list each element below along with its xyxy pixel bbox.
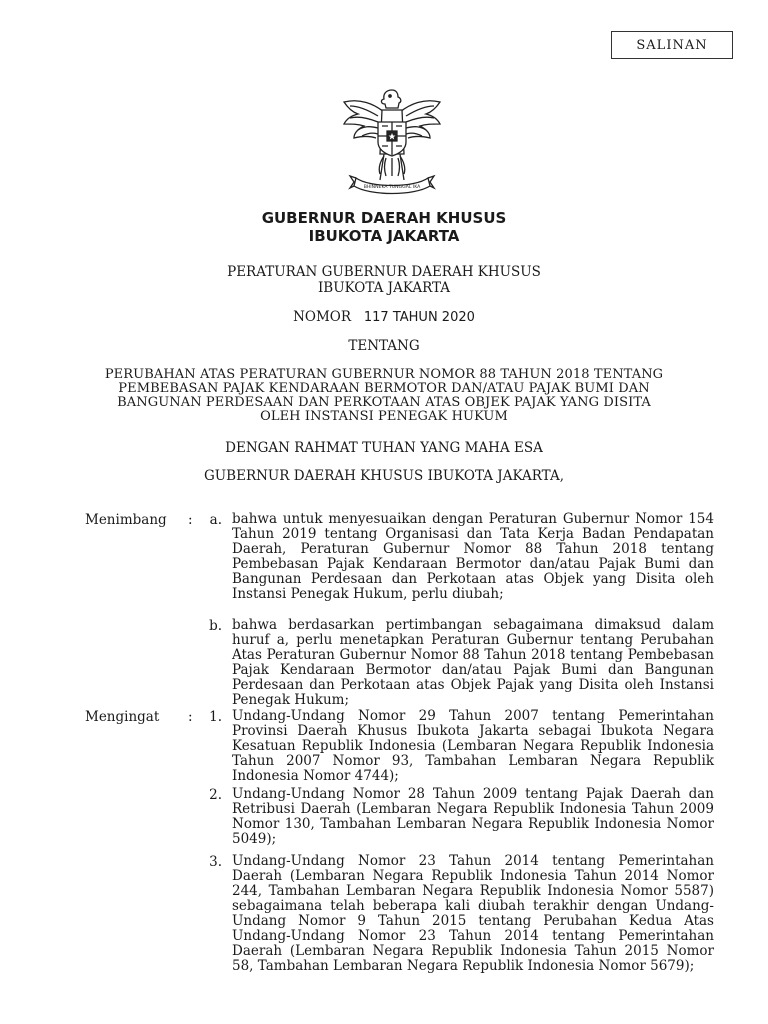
regulation-number-prefix: NOMOR (293, 309, 352, 325)
grace-line: DENGAN RAHMAT TUHAN YANG MAHA ESA (225, 440, 543, 456)
menimbang-item-b-text: bahwa berdasarkan pertimbangan sebagaimana dimaksud dalam huruf a, perlu menetapkan Peraturan Gubernur tentang Perubahan Atas Peraturan Gubernur Nomor 88 Tahun 2018 tentang Pembebasan Pajak Kendaraan Bermotor dan/atau Pajak Bumi dan Bangunan Perdesaan dan Perkotaan atas Objek Pajak yang Disita oleh Instansi Penegak Hukum; (232, 617, 714, 708)
title-line-3: BANGUNAN PERDESAAN DAN PERKOTAAN ATAS OBJEK PAJAK YANG DISITA (117, 395, 651, 410)
regulation-line-2: IBUKOTA JAKARTA (317, 280, 451, 296)
heading-line-1: GUBERNUR DAERAH KHUSUS (261, 209, 507, 227)
governor-line: GUBERNUR DAERAH KHUSUS IBUKOTA JAKARTA, (204, 468, 564, 484)
title-line-4: OLEH INSTANSI PENEGAK HUKUM (260, 409, 508, 424)
mengingat-item-3-text: Undang-Undang Nomor 23 Tahun 2014 tentang Pemerintahan Daerah (Lembaran Negara Republik Indonesia Tahun 2014 Nomor 244, Tambahan Lembaran Negara Republik Indonesia Nomor 5587) sebagaimana telah beberapa kali diubah terakhir dengan Undang-Undang Nomor 9 Tahun 2015 tentang Perubahan Kedua Atas Undang-Undang Nomor 23 Tahun 2014 tentang Pemerintahan Daerah (Lembaran Negara Republik Indonesia Tahun 2015 Nomor 58, Tambahan Lembaran Negara Republik Indonesia Nomor 5679); (232, 853, 714, 974)
mengingat-item-3-marker: 3. (209, 854, 222, 870)
title-line-1: PERUBAHAN ATAS PERATURAN GUBERNUR NOMOR 88 TAHUN 2018 TENTANG (104, 367, 664, 382)
garuda-pancasila-emblem-icon (334, 84, 450, 200)
regulation-number-value: 117 TAHUN 2020 (363, 310, 475, 325)
mengingat-colon: : (188, 709, 193, 725)
mengingat-item-2-marker: 2. (209, 787, 222, 803)
mengingat-item-1-text: Undang-Undang Nomor 29 Tahun 2007 tentang Pemerintahan Provinsi Daerah Khusus Ibukota Jakarta sebagai Ibukota Negara Kesatuan Republik Indonesia (Lembaran Negara Republik Indonesia Tahun 2007 Nomor 93, Tambahan Lembaran Negara Republik Indonesia Nomor 4744); (232, 708, 714, 784)
menimbang-label: Menimbang (85, 512, 167, 528)
regulation-line-1: PERATURAN GUBERNUR DAERAH KHUSUS (227, 264, 541, 280)
salinan-stamp-label: SALINAN (636, 37, 708, 53)
mengingat-label: Mengingat (85, 709, 160, 725)
menimbang-item-b-marker: b. (209, 618, 222, 634)
salinan-stamp (611, 31, 733, 59)
menimbang-colon: : (188, 512, 193, 528)
mengingat-item-2-text: Undang-Undang Nomor 28 Tahun 2009 tentang Pajak Daerah dan Retribusi Daerah (Lembaran Negara Republik Indonesia Tahun 2009 Nomor 130, Tambahan Lembaran Negara Republik Indonesia Nomor 5049); (232, 786, 714, 847)
menimbang-item-a-marker: a. (209, 512, 222, 528)
title-line-2: PEMBEBASAN PAJAK KENDARAAN BERMOTOR DAN/ATAU PAJAK BUMI DAN (118, 381, 650, 396)
heading-line-2: IBUKOTA JAKARTA (308, 227, 460, 245)
regulation-about: TENTANG (348, 338, 420, 354)
regulation-number (0, 310, 768, 325)
menimbang-item-a-text: bahwa untuk menyesuaikan dengan Peraturan Gubernur Nomor 154 Tahun 2019 tentang Organisasi dan Tata Kerja Badan Pendapatan Daerah, Peraturan Gubernur Nomor 88 Tahun 2018 tentang Pembebasan Pajak Kendaraan Bermotor dan/atau Pajak Bumi dan Bangunan Perdesaan dan Perkotaan atas Objek yang Disita oleh Instansi Penegak Hukum, perlu diubah; (232, 511, 714, 602)
svg-text:BHINNEKA TUNGGAL IKA: BHINNEKA TUNGGAL IKA (363, 185, 421, 190)
mengingat-item-1-marker: 1. (209, 709, 222, 725)
